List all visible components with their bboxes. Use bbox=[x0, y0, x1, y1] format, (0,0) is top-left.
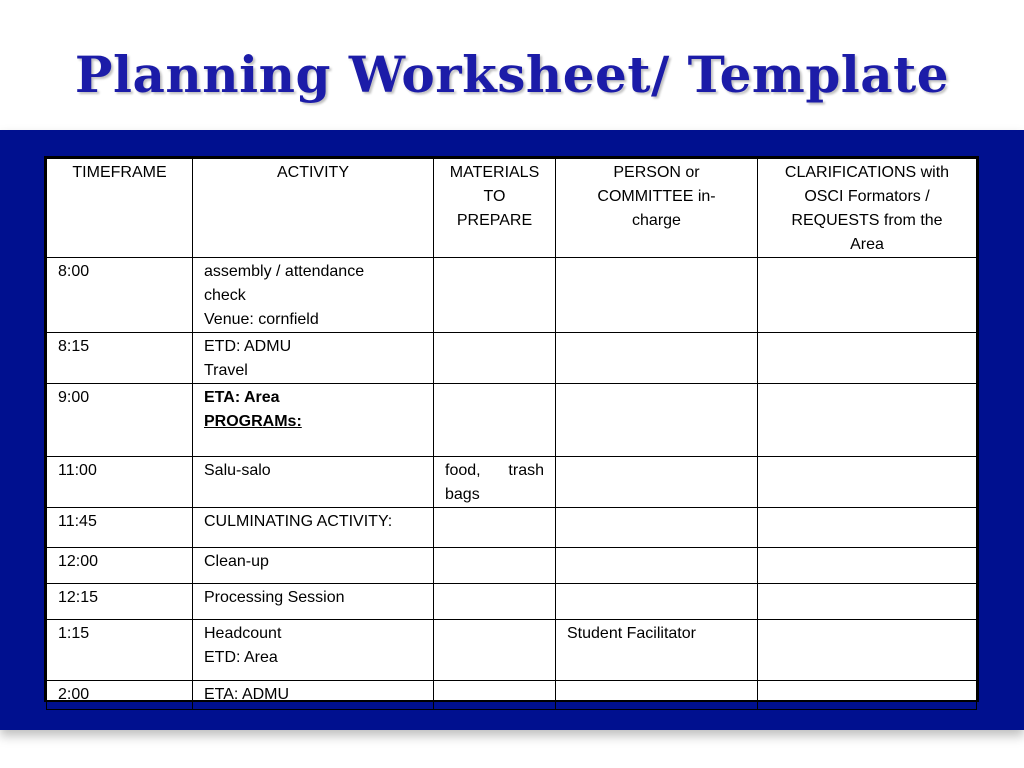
table-row bbox=[47, 620, 977, 681]
activity-cell: ETA: ADMU bbox=[193, 681, 434, 710]
activity-cell: Clean-up bbox=[193, 548, 434, 584]
clarifications-cell bbox=[758, 258, 977, 333]
header-clarifications-line: REQUESTS from the bbox=[791, 212, 943, 229]
person-cell bbox=[556, 548, 758, 584]
header-clarifications-line: CLARIFICATIONS with bbox=[784, 164, 950, 181]
activity-cell: Processing Session bbox=[193, 584, 434, 620]
time-cell: 11:00 bbox=[47, 457, 193, 508]
clarifications-cell bbox=[758, 681, 977, 710]
clarifications-cell bbox=[758, 620, 977, 681]
table-row bbox=[47, 508, 977, 548]
header-clarifications-line: Area bbox=[850, 236, 884, 253]
time-cell: 11:45 bbox=[47, 508, 193, 548]
table-row bbox=[47, 457, 977, 508]
activity-line: assembly / attendance bbox=[204, 263, 365, 280]
planning-table bbox=[46, 158, 977, 710]
header-activity: ACTIVITY bbox=[193, 159, 434, 258]
activity-cell: CULMINATING ACTIVITY: bbox=[193, 508, 434, 548]
header-clarifications bbox=[758, 159, 977, 258]
header-clarifications-line: OSCI Formators / bbox=[804, 188, 930, 205]
time-cell: 8:15 bbox=[47, 333, 193, 384]
worksheet bbox=[44, 156, 979, 702]
header-person bbox=[556, 159, 758, 258]
activity-cell: Salu-salo bbox=[193, 457, 434, 508]
header-person-line: charge bbox=[632, 212, 681, 229]
time-cell: 2:00 bbox=[47, 681, 193, 710]
header-person-line: COMMITTEE in- bbox=[597, 188, 716, 205]
activity-line: ETD: ADMU bbox=[204, 338, 292, 355]
person-cell bbox=[556, 333, 758, 384]
materials-line bbox=[445, 459, 544, 483]
page-title: Planning Worksheet/ Template bbox=[74, 45, 950, 104]
clarifications-cell bbox=[758, 584, 977, 620]
programs-heading: PROGRAMs: bbox=[204, 413, 302, 430]
materials-cell bbox=[434, 548, 556, 584]
table-row bbox=[47, 258, 977, 333]
materials-cell bbox=[434, 681, 556, 710]
clarifications-cell bbox=[758, 333, 977, 384]
materials-cell bbox=[434, 258, 556, 333]
activity-line: check bbox=[204, 287, 246, 304]
person-cell bbox=[556, 508, 758, 548]
header-person-line: PERSON or bbox=[613, 164, 700, 181]
table-row bbox=[47, 548, 977, 584]
activity-cell bbox=[193, 258, 434, 333]
header-materials bbox=[434, 159, 556, 258]
time-cell: 8:00 bbox=[47, 258, 193, 333]
person-cell bbox=[556, 584, 758, 620]
clarifications-cell bbox=[758, 508, 977, 548]
person-cell: Student Facilitator bbox=[556, 620, 758, 681]
activity-line: Headcount bbox=[204, 625, 282, 642]
clarifications-cell bbox=[758, 384, 977, 457]
clarifications-cell bbox=[758, 457, 977, 508]
table-row bbox=[47, 333, 977, 384]
materials-cell bbox=[434, 333, 556, 384]
activity-cell bbox=[193, 384, 434, 457]
table-row bbox=[47, 681, 977, 710]
person-cell bbox=[556, 258, 758, 333]
activity-line: Travel bbox=[204, 362, 248, 379]
time-cell: 9:00 bbox=[47, 384, 193, 457]
header-row bbox=[47, 159, 977, 258]
activity-cell bbox=[193, 620, 434, 681]
activity-line: ETA: Area bbox=[204, 389, 280, 406]
materials-word: trash bbox=[508, 462, 544, 479]
header-materials-line: TO PREPARE bbox=[456, 188, 533, 229]
person-cell bbox=[556, 681, 758, 710]
activity-cell bbox=[193, 333, 434, 384]
materials-cell bbox=[434, 457, 556, 508]
person-cell bbox=[556, 384, 758, 457]
table-row bbox=[47, 384, 977, 457]
time-cell: 12:15 bbox=[47, 584, 193, 620]
materials-cell bbox=[434, 508, 556, 548]
materials-word: food, bbox=[445, 462, 481, 479]
materials-cell bbox=[434, 384, 556, 457]
time-cell: 1:15 bbox=[47, 620, 193, 681]
activity-line: ETD: Area bbox=[204, 649, 278, 666]
table-row bbox=[47, 584, 977, 620]
header-materials-line: MATERIALS bbox=[449, 164, 540, 181]
clarifications-cell bbox=[758, 548, 977, 584]
materials-cell bbox=[434, 620, 556, 681]
person-cell bbox=[556, 457, 758, 508]
materials-cell bbox=[434, 584, 556, 620]
materials-line: bags bbox=[445, 486, 480, 503]
time-cell: 12:00 bbox=[47, 548, 193, 584]
activity-line: Venue: cornfield bbox=[204, 311, 319, 328]
header-timeframe: TIMEFRAME bbox=[47, 159, 193, 258]
